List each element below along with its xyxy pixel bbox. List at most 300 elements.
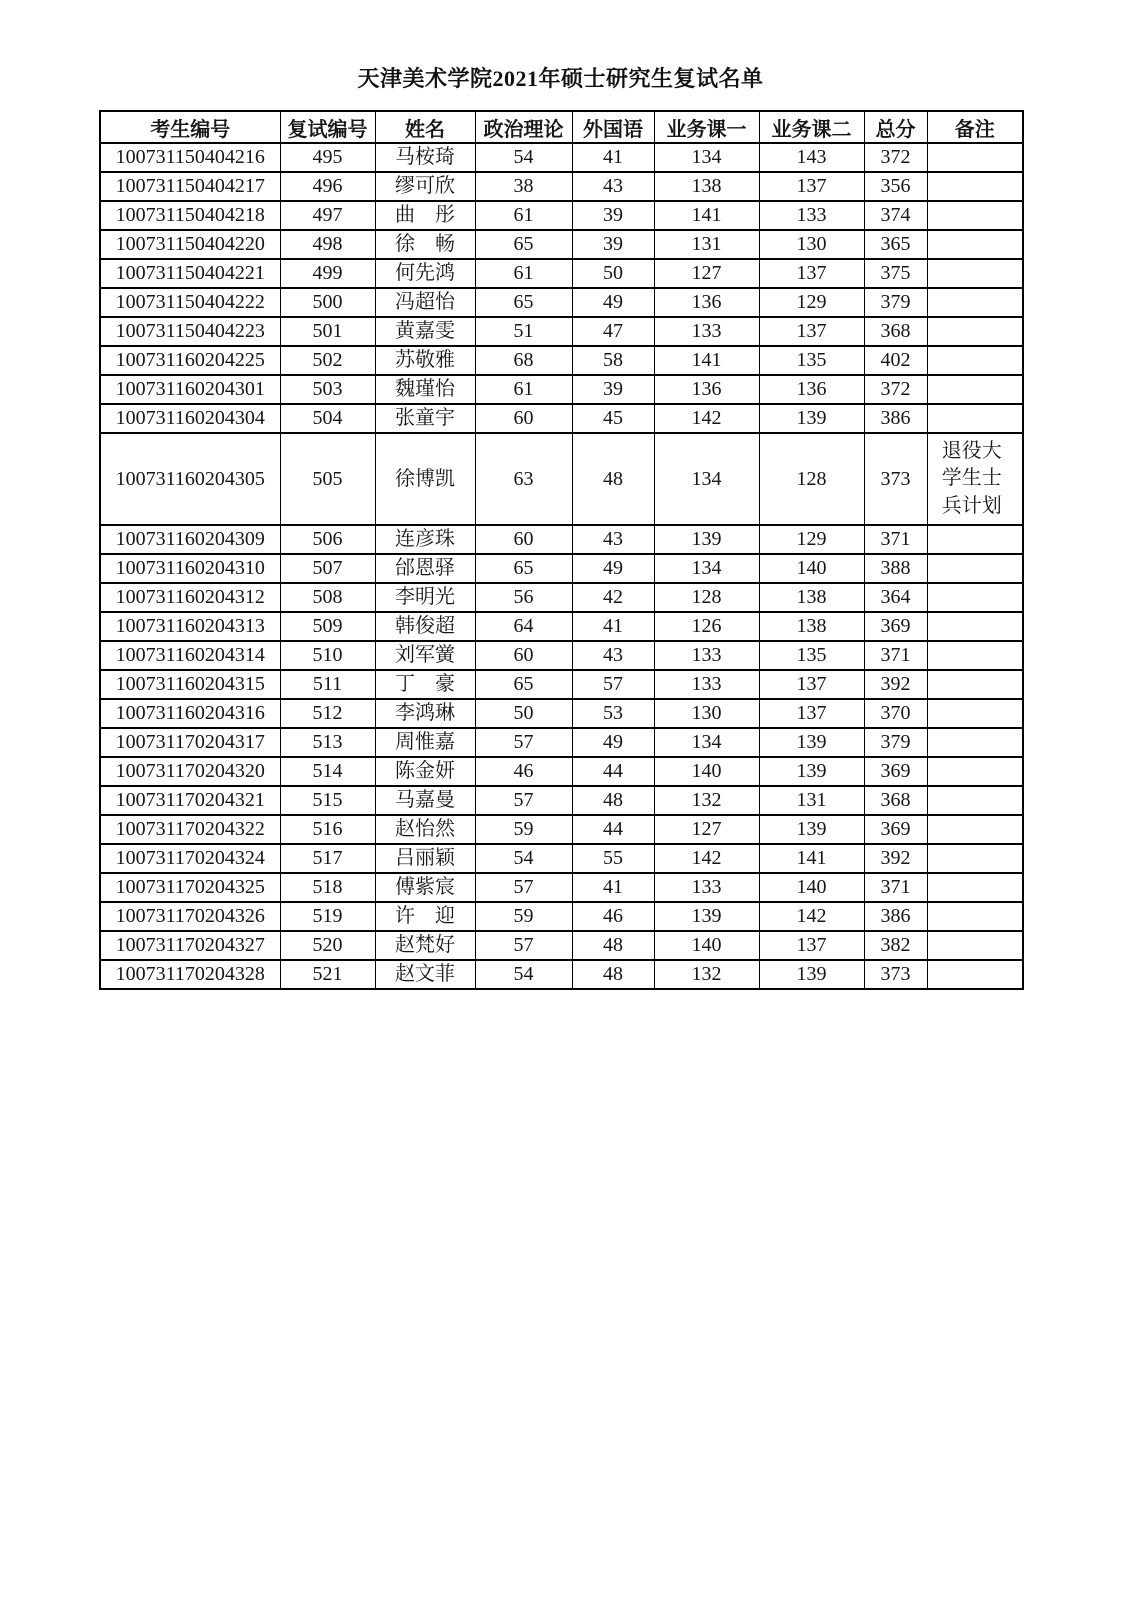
cell-course2: 133: [759, 201, 864, 230]
header-candidate-no: 考生编号: [100, 111, 280, 143]
cell-name: [375, 699, 475, 728]
cell-politics: 60: [475, 404, 572, 433]
cell-name: [375, 230, 475, 259]
student-name: 傅紫宸: [395, 876, 455, 898]
table-row: [100, 583, 1023, 612]
cell-foreign-lang: 43: [572, 525, 654, 554]
cell-foreign-lang: 48: [572, 786, 654, 815]
cell-remark: [927, 317, 1023, 346]
cell-politics: 64: [475, 612, 572, 641]
cell-name: [375, 902, 475, 931]
cell-course2: 139: [759, 728, 864, 757]
cell-foreign-lang: 41: [572, 143, 654, 172]
table-row: [100, 230, 1023, 259]
cell-name: [375, 757, 475, 786]
cell-course1: 132: [654, 786, 759, 815]
cell-foreign-lang: 46: [572, 902, 654, 931]
cell-retest-no: 504: [280, 404, 375, 433]
student-name: 缪可欣: [395, 175, 455, 197]
cell-retest-no: 513: [280, 728, 375, 757]
cell-course1: 139: [654, 525, 759, 554]
table-row: [100, 786, 1023, 815]
header-name: 姓名: [375, 111, 475, 143]
header-course2: 业务课二: [759, 111, 864, 143]
cell-remark: [927, 404, 1023, 433]
cell-course2: 137: [759, 259, 864, 288]
table-row: [100, 728, 1023, 757]
cell-course1: 133: [654, 317, 759, 346]
cell-retest-no: 505: [280, 433, 375, 525]
cell-politics: 57: [475, 873, 572, 902]
cell-retest-no: 497: [280, 201, 375, 230]
cell-course1: 140: [654, 931, 759, 960]
cell-foreign-lang: 39: [572, 375, 654, 404]
cell-course1: 142: [654, 404, 759, 433]
header-remark: 备注: [927, 111, 1023, 143]
cell-course2: 128: [759, 433, 864, 525]
cell-remark: [927, 757, 1023, 786]
cell-foreign-lang: 42: [572, 583, 654, 612]
cell-candidate-no: 100731160204313: [100, 612, 280, 641]
student-name: 曲彤: [395, 204, 455, 226]
cell-foreign-lang: 45: [572, 404, 654, 433]
cell-politics: 50: [475, 699, 572, 728]
cell-politics: 57: [475, 786, 572, 815]
cell-name: [375, 172, 475, 201]
cell-course2: 140: [759, 873, 864, 902]
cell-course2: 131: [759, 786, 864, 815]
cell-foreign-lang: 58: [572, 346, 654, 375]
cell-politics: 65: [475, 554, 572, 583]
cell-total: 392: [864, 670, 927, 699]
cell-remark: [927, 699, 1023, 728]
cell-foreign-lang: 49: [572, 288, 654, 317]
cell-name: [375, 404, 475, 433]
cell-remark: [927, 433, 1023, 525]
cell-total: 371: [864, 525, 927, 554]
cell-course2: 137: [759, 670, 864, 699]
cell-remark: [927, 172, 1023, 201]
cell-name: [375, 786, 475, 815]
cell-course1: 128: [654, 583, 759, 612]
header-total: 总分: [864, 111, 927, 143]
cell-candidate-no: 100731170204325: [100, 873, 280, 902]
table-row: [100, 699, 1023, 728]
table-row: [100, 757, 1023, 786]
cell-course2: 129: [759, 288, 864, 317]
cell-name: [375, 960, 475, 989]
cell-politics: 60: [475, 525, 572, 554]
cell-foreign-lang: 48: [572, 433, 654, 525]
cell-total: 371: [864, 641, 927, 670]
cell-name: [375, 375, 475, 404]
cell-remark: [927, 375, 1023, 404]
cell-retest-no: 509: [280, 612, 375, 641]
cell-politics: 63: [475, 433, 572, 525]
cell-course1: 134: [654, 728, 759, 757]
cell-remark: [927, 670, 1023, 699]
cell-candidate-no: 100731170204320: [100, 757, 280, 786]
student-name: 赵怡然: [395, 818, 455, 840]
cell-remark: [927, 786, 1023, 815]
cell-course2: 129: [759, 525, 864, 554]
cell-remark: [927, 143, 1023, 172]
cell-foreign-lang: 44: [572, 757, 654, 786]
cell-retest-no: 518: [280, 873, 375, 902]
cell-course2: 137: [759, 317, 864, 346]
cell-course1: 134: [654, 143, 759, 172]
table-row: [100, 404, 1023, 433]
cell-name: [375, 844, 475, 873]
cell-name: [375, 873, 475, 902]
table-row: [100, 670, 1023, 699]
cell-foreign-lang: 55: [572, 844, 654, 873]
cell-total: 368: [864, 786, 927, 815]
cell-candidate-no: 100731150404216: [100, 143, 280, 172]
cell-remark: [927, 201, 1023, 230]
cell-politics: 54: [475, 143, 572, 172]
cell-name: [375, 931, 475, 960]
cell-foreign-lang: 49: [572, 554, 654, 583]
student-name: 魏瑾怡: [395, 378, 455, 400]
cell-total: 392: [864, 844, 927, 873]
cell-foreign-lang: 48: [572, 931, 654, 960]
cell-name: [375, 641, 475, 670]
student-name: 刘军黉: [395, 644, 455, 666]
table-row: [100, 960, 1023, 989]
cell-name: [375, 201, 475, 230]
cell-retest-no: 507: [280, 554, 375, 583]
cell-name: [375, 143, 475, 172]
student-name: 张童宇: [395, 407, 455, 429]
cell-candidate-no: 100731160204312: [100, 583, 280, 612]
table-row: [100, 931, 1023, 960]
table-row: [100, 375, 1023, 404]
cell-name: [375, 317, 475, 346]
cell-course2: 139: [759, 815, 864, 844]
table-row: [100, 317, 1023, 346]
cell-course2: 135: [759, 641, 864, 670]
cell-name: [375, 525, 475, 554]
student-name: 马桉琦: [395, 146, 455, 168]
student-name: 苏敬雅: [395, 349, 455, 371]
cell-candidate-no: 100731150404220: [100, 230, 280, 259]
table-row: [100, 525, 1023, 554]
page-title: 天津美术学院2021年硕士研究生复试名单: [357, 66, 764, 91]
cell-remark: [927, 554, 1023, 583]
cell-candidate-no: 100731150404221: [100, 259, 280, 288]
student-name: 陈金妍: [395, 760, 455, 782]
cell-politics: 57: [475, 931, 572, 960]
header-course1: 业务课一: [654, 111, 759, 143]
cell-total: 379: [864, 728, 927, 757]
cell-remark: [927, 641, 1023, 670]
cell-candidate-no: 100731170204317: [100, 728, 280, 757]
student-name: 徐畅: [395, 233, 455, 255]
table-row: [100, 201, 1023, 230]
cell-retest-no: 521: [280, 960, 375, 989]
cell-course2: 139: [759, 757, 864, 786]
student-name: 徐博凯: [395, 467, 455, 490]
cell-course2: 135: [759, 346, 864, 375]
cell-retest-no: 519: [280, 902, 375, 931]
cell-course1: 136: [654, 288, 759, 317]
cell-course2: 137: [759, 172, 864, 201]
cell-retest-no: 496: [280, 172, 375, 201]
table-row: [100, 554, 1023, 583]
cell-retest-no: 506: [280, 525, 375, 554]
cell-course1: 139: [654, 902, 759, 931]
cell-politics: 60: [475, 641, 572, 670]
student-name: 李鸿琳: [395, 702, 455, 724]
cell-course1: 127: [654, 815, 759, 844]
cell-foreign-lang: 41: [572, 612, 654, 641]
cell-retest-no: 498: [280, 230, 375, 259]
student-name: 韩俊超: [395, 615, 455, 637]
cell-retest-no: 502: [280, 346, 375, 375]
cell-candidate-no: 100731160204305: [100, 433, 280, 525]
cell-remark: [927, 728, 1023, 757]
table-row: [100, 902, 1023, 931]
student-name: 冯超怡: [395, 291, 455, 313]
cell-candidate-no: 100731160204310: [100, 554, 280, 583]
cell-remark: [927, 346, 1023, 375]
cell-name: [375, 259, 475, 288]
cell-retest-no: 500: [280, 288, 375, 317]
cell-total: 372: [864, 143, 927, 172]
cell-retest-no: 514: [280, 757, 375, 786]
cell-candidate-no: 100731150404222: [100, 288, 280, 317]
header-row: [100, 111, 1023, 143]
student-name: 李明光: [395, 586, 455, 608]
cell-course2: 138: [759, 612, 864, 641]
cell-course2: 138: [759, 583, 864, 612]
cell-candidate-no: 100731160204301: [100, 375, 280, 404]
cell-candidate-no: 100731150404223: [100, 317, 280, 346]
cell-course2: 142: [759, 902, 864, 931]
cell-candidate-no: 100731160204316: [100, 699, 280, 728]
cell-politics: 61: [475, 259, 572, 288]
cell-retest-no: 511: [280, 670, 375, 699]
cell-name: [375, 583, 475, 612]
cell-name: [375, 288, 475, 317]
cell-total: 388: [864, 554, 927, 583]
cell-course2: 139: [759, 404, 864, 433]
table-row: [100, 641, 1023, 670]
cell-course1: 130: [654, 699, 759, 728]
cell-course1: 141: [654, 346, 759, 375]
cell-remark: [927, 259, 1023, 288]
cell-course1: 131: [654, 230, 759, 259]
cell-total: 356: [864, 172, 927, 201]
cell-politics: 46: [475, 757, 572, 786]
cell-total: 364: [864, 583, 927, 612]
cell-course1: 132: [654, 960, 759, 989]
cell-total: 386: [864, 404, 927, 433]
cell-candidate-no: 100731160204309: [100, 525, 280, 554]
cell-remark: [927, 873, 1023, 902]
cell-candidate-no: 100731170204327: [100, 931, 280, 960]
cell-politics: 59: [475, 815, 572, 844]
cell-course2: 137: [759, 699, 864, 728]
table-body: [100, 143, 1023, 989]
table-header: [100, 111, 1023, 143]
student-name: 马嘉曼: [395, 789, 455, 811]
cell-total: 372: [864, 375, 927, 404]
student-name: 黄嘉雯: [395, 320, 455, 342]
cell-name: [375, 346, 475, 375]
cell-politics: 61: [475, 375, 572, 404]
cell-course1: 134: [654, 433, 759, 525]
cell-total: 370: [864, 699, 927, 728]
cell-total: 375: [864, 259, 927, 288]
cell-total: 369: [864, 815, 927, 844]
cell-total: 373: [864, 960, 927, 989]
student-name: 吕丽颖: [395, 847, 455, 869]
table-row: [100, 172, 1023, 201]
cell-total: 365: [864, 230, 927, 259]
cell-remark: [927, 844, 1023, 873]
table-row: [100, 346, 1023, 375]
cell-politics: 68: [475, 346, 572, 375]
cell-foreign-lang: 50: [572, 259, 654, 288]
cell-course1: 133: [654, 670, 759, 699]
cell-total: 402: [864, 346, 927, 375]
cell-total: 369: [864, 612, 927, 641]
cell-politics: 54: [475, 960, 572, 989]
cell-remark: [927, 815, 1023, 844]
cell-foreign-lang: 39: [572, 201, 654, 230]
student-name: 何先鸿: [395, 262, 455, 284]
cell-foreign-lang: 41: [572, 873, 654, 902]
cell-remark: [927, 902, 1023, 931]
cell-candidate-no: 100731170204328: [100, 960, 280, 989]
cell-foreign-lang: 43: [572, 641, 654, 670]
document-page: [99, 0, 1022, 990]
student-name: 丁豪: [395, 673, 455, 695]
cell-course2: 140: [759, 554, 864, 583]
table-row: [100, 815, 1023, 844]
cell-candidate-no: 100731170204326: [100, 902, 280, 931]
cell-foreign-lang: 43: [572, 172, 654, 201]
cell-candidate-no: 100731150404218: [100, 201, 280, 230]
cell-remark: [927, 612, 1023, 641]
cell-course2: 130: [759, 230, 864, 259]
cell-retest-no: 516: [280, 815, 375, 844]
cell-foreign-lang: 44: [572, 815, 654, 844]
cell-name: [375, 612, 475, 641]
cell-name: [375, 670, 475, 699]
cell-retest-no: 512: [280, 699, 375, 728]
cell-politics: 56: [475, 583, 572, 612]
cell-total: 368: [864, 317, 927, 346]
cell-name: [375, 433, 475, 525]
cell-total: 371: [864, 873, 927, 902]
cell-candidate-no: 100731150404217: [100, 172, 280, 201]
table-row: [100, 873, 1023, 902]
cell-total: 374: [864, 201, 927, 230]
cell-foreign-lang: 39: [572, 230, 654, 259]
table-row: [100, 433, 1023, 525]
cell-candidate-no: 100731160204315: [100, 670, 280, 699]
cell-course2: 141: [759, 844, 864, 873]
table-row: [100, 143, 1023, 172]
cell-course1: 140: [654, 757, 759, 786]
cell-retest-no: 517: [280, 844, 375, 873]
cell-course1: 136: [654, 375, 759, 404]
cell-course1: 133: [654, 641, 759, 670]
cell-foreign-lang: 48: [572, 960, 654, 989]
cell-name: [375, 815, 475, 844]
table-row: [100, 259, 1023, 288]
header-retest-no: 复试编号: [280, 111, 375, 143]
cell-candidate-no: 100731170204322: [100, 815, 280, 844]
cell-candidate-no: 100731160204314: [100, 641, 280, 670]
cell-course2: 137: [759, 931, 864, 960]
cell-course1: 126: [654, 612, 759, 641]
cell-remark: [927, 525, 1023, 554]
student-name: 赵文菲: [395, 963, 455, 985]
cell-candidate-no: 100731160204304: [100, 404, 280, 433]
student-name: 连彦珠: [395, 528, 455, 550]
cell-total: 382: [864, 931, 927, 960]
cell-course2: 143: [759, 143, 864, 172]
remark-text: 退役大学生士兵计划: [941, 439, 1002, 517]
cell-remark: [927, 288, 1023, 317]
cell-retest-no: 503: [280, 375, 375, 404]
cell-politics: 59: [475, 902, 572, 931]
cell-remark: [927, 931, 1023, 960]
table-row: [100, 288, 1023, 317]
cell-politics: 57: [475, 728, 572, 757]
cell-retest-no: 520: [280, 931, 375, 960]
cell-politics: 38: [475, 172, 572, 201]
cell-retest-no: 501: [280, 317, 375, 346]
roster-table: [99, 110, 1024, 990]
cell-politics: 65: [475, 670, 572, 699]
cell-politics: 65: [475, 230, 572, 259]
cell-foreign-lang: 57: [572, 670, 654, 699]
cell-foreign-lang: 49: [572, 728, 654, 757]
cell-course1: 138: [654, 172, 759, 201]
cell-total: 379: [864, 288, 927, 317]
student-name: 邰恩驿: [395, 557, 455, 579]
cell-total: 369: [864, 757, 927, 786]
cell-politics: 65: [475, 288, 572, 317]
cell-remark: [927, 960, 1023, 989]
cell-foreign-lang: 53: [572, 699, 654, 728]
cell-course1: 134: [654, 554, 759, 583]
cell-course1: 133: [654, 873, 759, 902]
student-name: 赵梵好: [395, 934, 455, 956]
cell-course2: 136: [759, 375, 864, 404]
table-row: [100, 612, 1023, 641]
cell-name: [375, 728, 475, 757]
student-name: 许迎: [395, 905, 455, 927]
cell-candidate-no: 100731170204324: [100, 844, 280, 873]
cell-candidate-no: 100731170204321: [100, 786, 280, 815]
cell-retest-no: 508: [280, 583, 375, 612]
cell-total: 386: [864, 902, 927, 931]
cell-remark: [927, 230, 1023, 259]
cell-course2: 139: [759, 960, 864, 989]
table-row: [100, 844, 1023, 873]
cell-politics: 51: [475, 317, 572, 346]
header-politics: 政治理论: [475, 111, 572, 143]
cell-candidate-no: 100731160204225: [100, 346, 280, 375]
cell-name: [375, 554, 475, 583]
cell-course1: 142: [654, 844, 759, 873]
